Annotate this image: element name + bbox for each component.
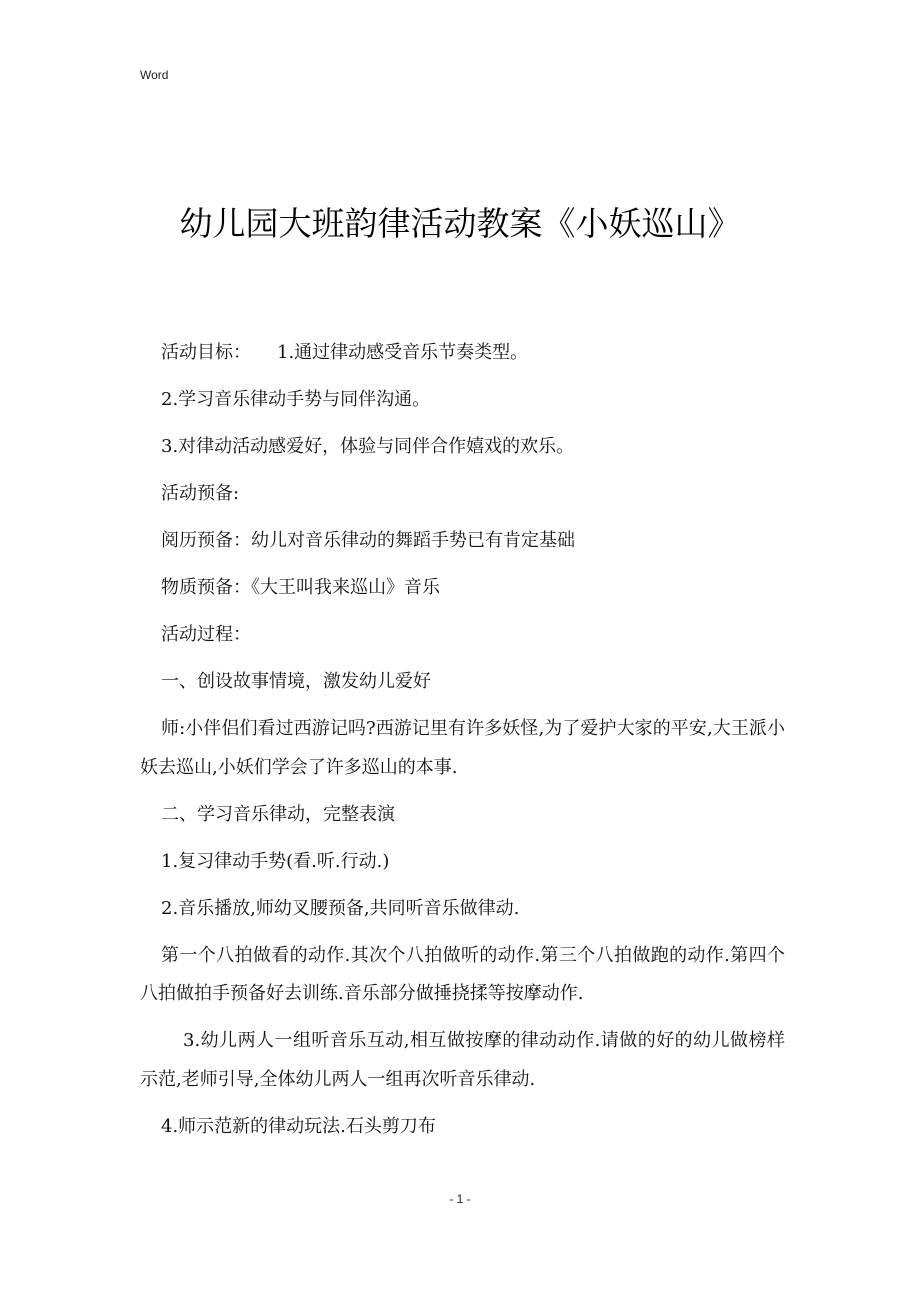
section-heading-process: 活动过程： [161, 624, 251, 645]
step-item-4: 4.师示范新的律动玩法.石头剪刀布 [161, 1115, 436, 1137]
experience-preparation: 阅历预备：幼儿对音乐律动的舞蹈手势已有肯定基础 [161, 530, 575, 551]
section-heading-preparation: 活动预备: [161, 483, 240, 504]
goal-item-1: 1.通过律动感受音乐节奏类型。 [277, 342, 529, 363]
document-header-label: Word [140, 68, 169, 82]
step-heading-2: 二、学习音乐律动，完整表演 [161, 803, 395, 825]
document-title: 幼儿园大班韵律活动教案《小妖巡山》 [179, 204, 741, 243]
goal-label: 活动目标： [161, 342, 251, 363]
goal-item-3: 3.对律动活动感爱好，体验与同伴合作嬉戏的欢乐。 [161, 436, 575, 457]
step-detail-beats: 第一个八拍做看的动作.其次个八拍做听的动作.第三个八拍做跑的动作.第四个八拍做拍手预备好去训练.音乐部分做捶挠揉等按摩动作. [140, 944, 785, 1004]
page-number: - 1 - [449, 1192, 471, 1206]
step-item-2: 2.音乐播放,师幼叉腰预备,共同听音乐做律动. [161, 897, 520, 919]
step-item-3: 3.幼儿两人一组听音乐互动,相互做按摩的律动动作.请做的好的幼儿做榜样示范,老师引导,全体幼儿两人一组再次听音乐律动. [140, 1030, 785, 1090]
step-heading-1: 一、创设故事情境，激发幼儿爱好 [161, 671, 431, 692]
activity-goal-line [140, 334, 785, 373]
step-item-1: 1.复习律动手势(看.听.行动.) [161, 850, 390, 872]
teacher-dialogue: 师:小伴侣们看过西游记吗?西游记里有许多妖怪,为了爱护大家的平安,大王派小妖去巡山,小妖们学会了许多巡山的本事. [140, 718, 785, 778]
material-preparation: 物质预备：《大王叫我来巡山》音乐 [161, 577, 440, 598]
goal-item-2: 2.学习音乐律动手势与同伴沟通。 [161, 389, 431, 410]
document-body [140, 334, 785, 1155]
